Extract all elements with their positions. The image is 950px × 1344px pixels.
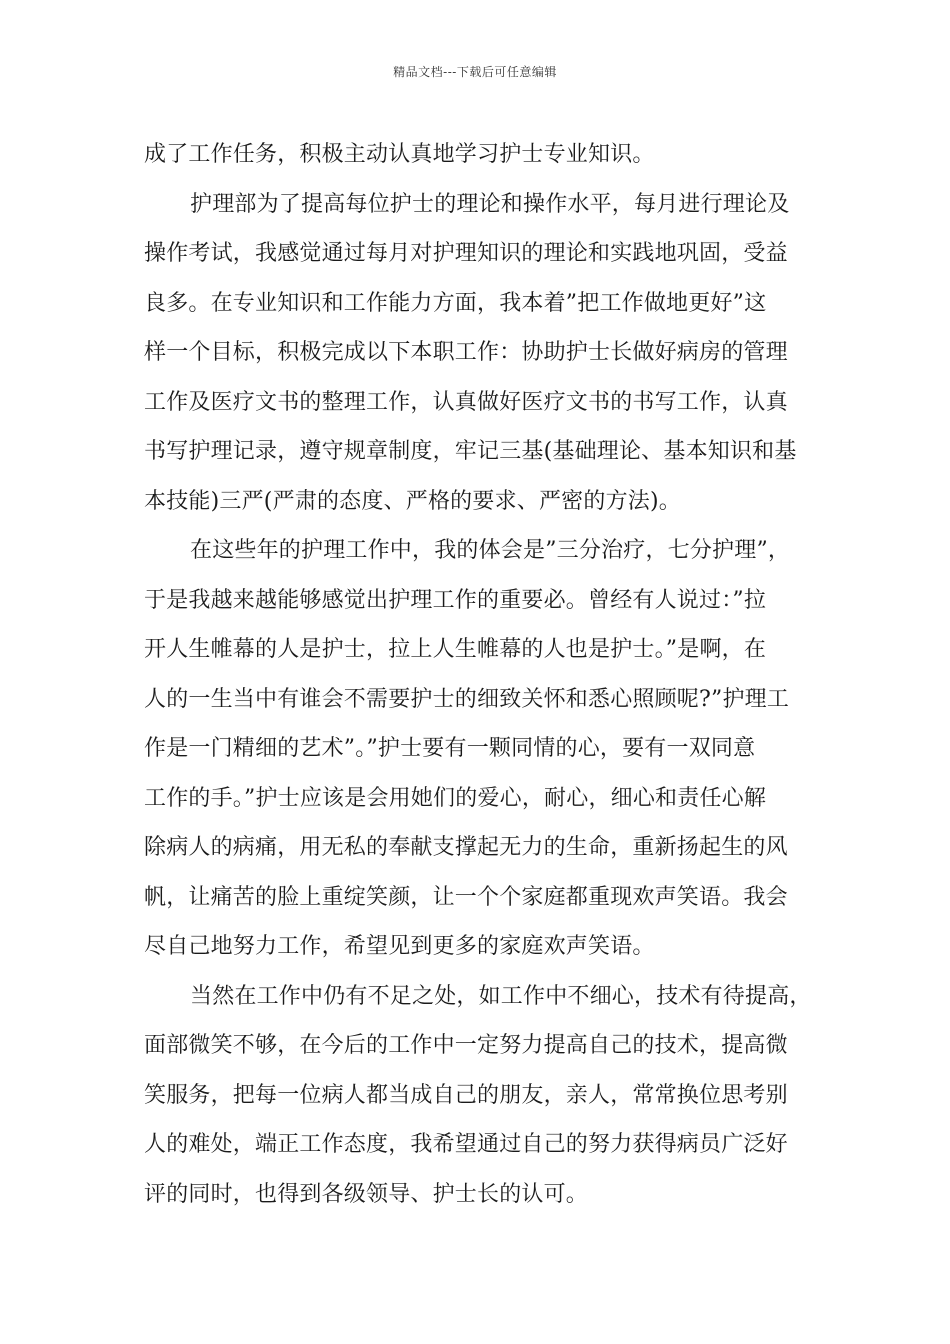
- text-line: 人的一生当中有谁会不需要护士的细致关怀和悉心照顾呢?”护理工: [144, 686, 790, 712]
- text-line: 成了工作任务，积极主动认真地学习护士专业知识。: [144, 142, 655, 167]
- paragraph-first-line: 当然在工作中仍有不足之处，如工作中不细心，技术有待提高，: [190, 983, 812, 1009]
- text-line: 操作考试，我感觉通过每月对护理知识的理论和实践地巩固，受益: [144, 241, 788, 266]
- text-line: 尽自己地努力工作，希望见到更多的家庭欢声笑语。: [144, 934, 655, 959]
- paragraph-first-line: 在这些年的护理工作中，我的体会是”三分治疗，七分护理”，: [190, 538, 791, 563]
- text-line: 样一个目标，积极完成以下本职工作：协助护士长做好病房的管理: [144, 340, 788, 365]
- text-line: 作是一门精细的艺术”。”护士要有一颗同情的心，要有一双同意: [144, 736, 756, 761]
- text-line: 本技能)三严(严肃的态度、严格的要求、严密的方法)。: [144, 488, 681, 514]
- text-line: 面部微笑不够，在今后的工作中一定努力提高自己的技术，提高微: [144, 1033, 788, 1058]
- paragraph-first-line: 护理部为了提高每位护士的理论和操作水平，每月进行理论及: [190, 191, 790, 217]
- text-line: 帆，让痛苦的脸上重绽笑颜，让一个个家庭都重现欢声笑语。我会: [144, 884, 788, 910]
- page-header: 精品文档---下载后可任意编辑: [393, 65, 557, 79]
- text-line: 于是我越来越能够感觉出护理工作的重要必。曾经有人说过：”拉: [144, 587, 767, 613]
- text-line: 开人生帷幕的人是护士，拉上人生帷幕的人也是护士。”是啊，在: [144, 637, 767, 662]
- body-text: [144, 130, 834, 1219]
- text-line: 人的难处，端正工作态度，我希望通过自己的努力获得病员广泛好: [144, 1132, 788, 1157]
- text-line: 笑服务，把每一位病人都当成自己的朋友，亲人，常常换位思考别: [144, 1082, 788, 1108]
- text-line: 评的同时，也得到各级领导、护士长的认可。: [144, 1181, 589, 1207]
- text-line: 良多。在专业知识和工作能力方面，我本着”把工作做地更好”这: [144, 290, 767, 316]
- text-line: 工作的手。”护士应该是会用她们的爱心，耐心，细心和责任心解: [144, 785, 767, 811]
- text-line: 书写护理记录，遵守规章制度，牢记三基(基础理论、基本知识和基: [144, 439, 797, 464]
- text-line: 除病人的病痛，用无私的奉献支撑起无力的生命，重新扬起生的风: [144, 835, 788, 860]
- text-line: 工作及医疗文书的整理工作，认真做好医疗文书的书写工作，认真: [144, 389, 788, 415]
